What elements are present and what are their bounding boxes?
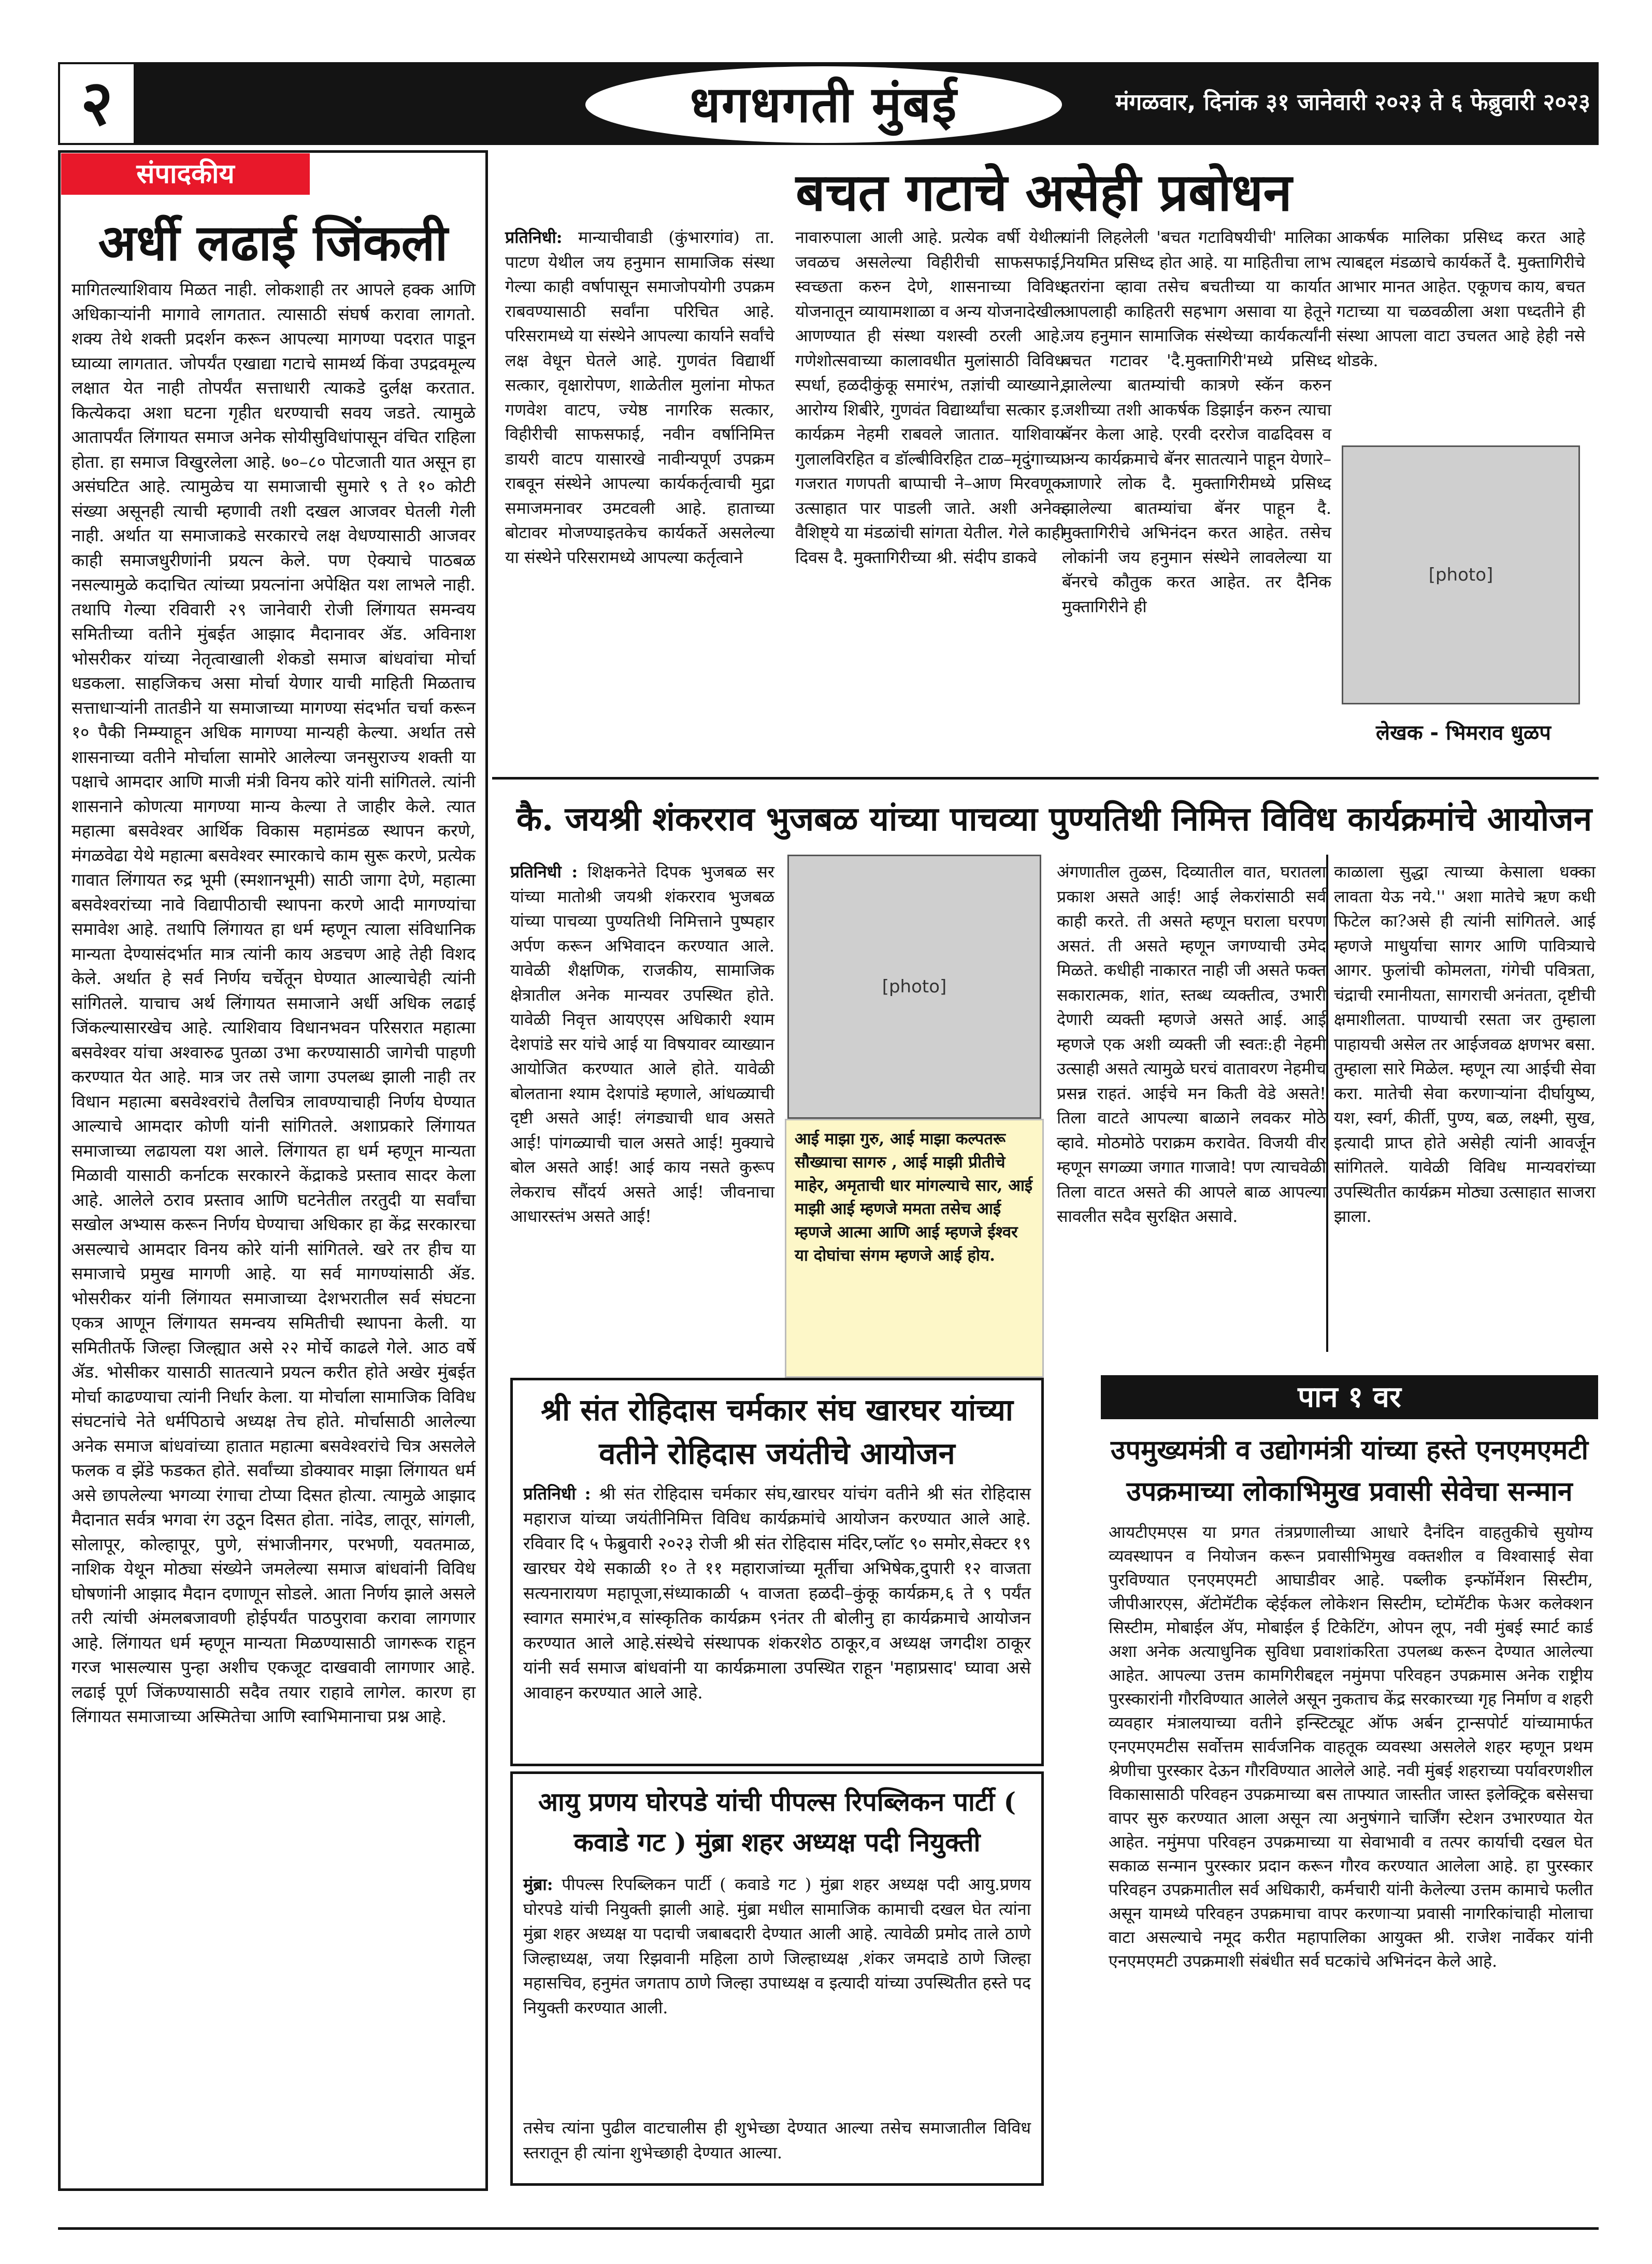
article-bachat-col1-text: मान्याचीवाडी (कुंभारगांव) ता. पाटण येथील जय हनुमान सामाजिक संस्था गेल्या काही वर्षापासून समाजोपयोगी उपक्रम राबवण्यासाठी सर्वांना परिचित आहे. परिसरामध्ये या संस्थेने आपल्या कार्याने सर्वांचे लक्ष वेधून घेतले आहे. गुणवंत विद्यार्थी सत्कार, वृक्षारोपण, शाळेतील मुलांना मोफत गणवेश वाटप, ज्येष्ठ नागरिक सत्कार, विहीरीची साफसफाई, नवीन वर्षानिमित्त डायरी वाटप यासारखे नावीन्यपूर्ण उपक्रम राबवून संस्थेने आपल्या कार्यकर्तृत्वाची मुद्रा समाजमनावर उमटवली आहे. हाताच्या बोटावर मोजण्याइतकेच कार्यकर्ते असलेल्या या संस्थेने परिसरामध्ये आपल्या कर्तृत्वाने [505, 227, 774, 567]
article-pprp-byline: मुंब्रा: [523, 1874, 553, 1894]
author-caption: लेखक - भिमराव धुळप [1375, 721, 1552, 745]
article-bhujbal-col1 [510, 860, 774, 1229]
article-bhujbal-col4: काळाला सुद्धा त्याच्या केसाला धक्का लावता येऊ नये.'' अशा मातेचे ऋण कधी फिटेल का?असे ही त्यांनी सांगितले. आई म्हणजे माधुर्याचा सागर आणि पावित्र्याचे आगर. फुलांची कोमलता, गंगेची पवित्रता, चंद्राची रमानीयता, सागराची अनंतता, दृष्टीची क्षमाशीलता. पाण्याची रसता जर तुम्हाला पाहायची असेल तर आईजवळ क्षणभर बसा. तुम्हाला सारे मिळेल. म्हणून त्या आईची सेवा करा. मातेची सेवा करणाऱ्यांना दीर्घायुष्य, यश, स्वर्ग, कीर्ती, पुण्य, बळ, लक्ष्मी, सुख, इत्यादी प्राप्त होते असेही त्यांनी आवर्जून सांगितले. यावेळी विविध मान्यवरांच्या उपस्थितीत कार्यक्रम मोठ्या उत्साहात साजरा झाला. [1334, 862, 1596, 1226]
article-nmmt-title: उपमुख्यमंत्री व उद्योगमंत्री यांच्या हस्ते एनएमएमटी उपक्रमाच्या लोकाभिमुख प्रवासी सेवेचा सन्मान [1111, 1434, 1588, 1507]
newspaper-logo: धगधगती मुंबई [585, 66, 1062, 143]
article-rohidas-body [523, 1481, 1031, 1705]
footer-rule [58, 2227, 1599, 2230]
article-pprp-body-text: पीपल्स रिपब्लिकन पार्टी ( कवाडे गट ) मुंब्रा शहर अध्यक्ष पदी आयु.प्रणय घोरपडे यांची नियुक्ती झाली आहे. मुंब्रा मधील सामाजिक कामाची दखल घेत त्यांना मुंब्रा शहर अध्यक्ष या पदाची जबाबदारी देण्यात आली आहे. त्यावेळी प्रमोद ताले ठाणे जिल्हाध्यक्ष, जया रिझवानी महिला ठाणे जिल्हाध्यक्ष ,शंकर जमदाडे ठाणे जिल्हा महासचिव, हनुमंत जगताप ठाणे जिल्हा उपाध्यक्ष व इत्यादी यांच्या उपस्थितीत हस्ते पद नियुक्ती करण्यात आली. [523, 1874, 1031, 2017]
column-rule [1326, 855, 1328, 1352]
article-bachat-col2: नावारुपाला आली आहे. प्रत्येक वर्षी येथील जवळच असलेल्या विहीरीची साफसफाई, स्वच्छता करुन देणे, शासनाच्या विविध योजनातून व्यायामशाळा व अन्य योजनादेखील आणण्यात ही संस्था यशस्वी ठरली आहे. गणेशोत्सवाच्या कालावधीत मुलांसाठी विविध स्पर्धा, हळदीकुंकू समारंभ, तज्ञांची व्याख्याने, आरोग्य शिबीरे, गुणवंत विद्यार्थ्यांचा सत्कार इ. कार्यक्रम नेहमी राबवले जातात. याशिवाय गुलालविरहित व डॉल्बीविरहित टाळ–मृदुंगाच्या गजरात गणपती बाप्पाची ने–आण मिरवणूक उत्साहात पार पाडली जाते. अशी अनेक वैशिष्ट्ये या मंडळांची सांगता येतील. गेले काही दिवस दै. मुक्तागिरीच्या श्री. संदीप डाकवे [795, 227, 1065, 567]
article-bachat-col3: यांनी लिहलेली 'बचत गटाविषयीची' मालिका नियमित प्रसिध्द होत आहे. या माहितीचा लाभ इतरांना व्हावा तसेच बचतीच्या या कार्यात आपलाही काहितरी सहभाग असावा या हेतूने जय हनुमान सामाजिक संस्थेच्या कार्यकर्त्यांनी बचत गटावर 'दै.मुक्तागिरी'मध्ये प्रसिध्द झालेल्या बातम्यांची कात्रणे स्कॅन करुन जशीच्या तशी आकर्षक डिझाईन करुन त्याचा बॅनर केला आहे. एरवी दररोज वाढदिवस व अन्य कार्यक्रमाचे बॅनर सातत्याने पाहून येणारे–जाणारे लोक दै. मुक्तागिरीमध्ये प्रसिध्द झालेल्या बातम्यांचा बॅनर पाहून दै. मुक्तागिरीचे अभिनंदन करत आहेत. तसेच लोकांनी जय हनुमान संस्थेने लावलेल्या या बॅनरचे कौतुक करत आहेत. तर दैनिक मुक्तागिरीने ही [1062, 227, 1331, 616]
article-rohidas-byline: प्रतिनिधी : [523, 1483, 591, 1504]
page-number: २ [58, 62, 136, 145]
mother-quote-box: आई माझा गुरु, आई माझा कल्पतरू सौख्याचा सागरु , आई माझी प्रीतीचे माहेर, अमृताची धार मांगल्याचे सार, आई माझी आई म्हणजे ममता तसेच आई म्हणजे आत्मा आणि आई म्हणजे ईश्वर या दोघांचा संगम म्हणजे आई होय. [785, 1119, 1044, 1378]
article-pprp-body [523, 1872, 1031, 2020]
page-one-continued-banner: पान १ वर [1101, 1375, 1598, 1419]
article-bhujbal-byline: प्रतिनिधी : [510, 862, 578, 882]
article-rohidas-body-text: श्री संत रोहिदास चर्मकार संघ,खारघर यांचंग वतीने श्री संत रोहिदास महाराज यांच्या जयंतीनिमित्त विविध कार्यक्रमांचे आयोजन करण्यात आले आहे. रविवार दि ५ फेब्रुवारी २०२३ रोजी श्री संत रोहिदास मंदिर,प्लॉट ९० समोर,सेक्टर १९ खारघर येथे सकाळी १० ते ११ महाराजांच्या मूर्तीचा अभिषेक,दुपारी १२ वाजता सत्यनारायण महापूजा,संध्याकाळी ५ वाजता हळदी–कुंकू कार्यक्रम,६ ते ९ पर्यंत स्वागत समारंभ,व सांस्कृतिक कार्यक्रम ९नंतर ती बोलीनु हा कार्यक्रमाचे आयोजन करण्यात आले आहे.संस्थेचे संस्थापक शंकरशेठ ठाकूर,व अध्यक्ष जगदीश ठाकूर यांनी सर्व समाज बांधवांनी या कार्यक्रमाला उपस्थित राहून 'महाप्रसाद' घ्यावा असे आवाहन करण्यात आले आहे. [523, 1483, 1031, 1703]
memorial-photo: [photo] [787, 855, 1041, 1119]
article-bachat-col4: आकर्षक मालिका प्रसिध्द करत आहे त्याबद्दल मंडळाचे कार्यकर्ते दै. मुक्तागिरीचे आभार मानत आहेत. एकूणच काय, बचत गटाच्या या चळवळीला अशा पध्दतीने ही संस्था आपला वाटा उचलत आहे हेही नसे थोडके. [1337, 227, 1585, 370]
article-pprp-body2: तसेच त्यांना पुढील वाटचालीस ही शुभेच्छा देण्यात आल्या तसेच समाजातील विविध स्तरातून ही त्यांना शुभेच्छाही देण्यात आल्या. [523, 2118, 1031, 2162]
editorial-title: अर्धी लढाई जिंकली [98, 213, 448, 272]
article-bhujbal-col1-text: शिक्षकनेते दिपक भुजबळ सर यांच्या मातोश्री जयश्री शंकरराव भुजबळ यांच्या पाचव्या पुण्यतिथी निमित्ताने पुष्पहार अर्पण करून अभिवादन करण्यात आले. यावेळी शैक्षणिक, राजकीय, सामाजिक क्षेत्रातील अनेक मान्यवर उपस्थित होते. यावेळी निवृत्त आयएएस अधिकारी श्याम देशपांडे सर यांचे आई या विषयावर व्याख्यान आयोजित करण्यात आले होते. यावेळी बोलताना श्याम देशपांडे म्हणाले, आंधळ्याची दृष्टी असते आई! लंगड्याची धाव असते आई! पांगळ्याची चाल असते आई! मुक्याचे बोल असते आई! आई काय नसते कुरूप लेकराच सौंदर्य असते आई! जीवनाचा आधारस्तंभ असते आई! [510, 862, 775, 1226]
article-bachat-byline: प्रतिनिधी: [505, 227, 563, 247]
article-pprp-title: आयु प्रणय घोरपडे यांची पीपल्स रिपब्लिकन पार्टी ( कवाडे गट ) मुंब्रा शहर अध्यक्ष पदी नियुक्ती [538, 1786, 1016, 1857]
editorial-tag: संपादकीय [61, 153, 310, 195]
article-bhujbal-title: कै. जयश्री शंकरराव भुजबळ यांच्या पाचव्या पुण्यतिथी निमित्त विविध कार्यक्रमांचे आयोजन [516, 800, 1592, 839]
article-bachat-title: बचत गटाचे असेही प्रबोधन [795, 162, 1292, 223]
editorial-body: मागितल्याशिवाय मिळत नाही. लोकशाही तर आपले हक्क आणि अधिकाऱ्यांनी मागावे लागतात. त्यासाठी संघर्ष करावा लागतो. शक्य तेथे शक्ती प्रदर्शन करून आपल्या मागण्या पदरात पाडून घ्याव्या लागतात. जोपर्यंत एखाद्या गटाचे सामर्थ्य किंवा उपद्रवमूल्य लक्षात येत नाही तोपर्यंत सत्ताधारी त्याकडे दुर्लक्ष करतात. कित्येकदा अशा घटना गृहीत धरण्याची सवय जडते. त्यामुळे आतापर्यंत लिंगायत समाज अनेक सोयीसुविधांपासून वंचित राहिला होता. हा समाज विखुरलेला आहे. ७०–८० पोटजाती यात असून हा असंघटित आहे. त्यामुळेच या समाजाची सुमारे ९ ते १० कोटी संख्या असूनही त्याची म्हणावी तशी दखल आजवर घेतली गेली नाही. अर्थात या समाजाकडे सरकारचे लक्ष वेधण्यासाठी आजवर काही समाजधुरीणांनी प्रयत्न केले. पण ऐक्याचे पाठबळ नसल्यामुळे कदाचित त्यांच्या प्रयत्नांना अपेक्षित यश लाभले नाही. तथापि गेल्या रविवारी २९ जानेवारी रोजी लिंगायत समन्वय समितीच्या वतीने मुंबईत आझाद मैदानावर ॲड. अविनाश भोसरीकर यांच्या नेतृत्वाखाली शेकडो समाज बांधवांचा मोर्चा धडकला. साहजिकच असा मोर्चा येणार याची माहिती मिळताच सत्ताधाऱ्यांनी तातडीने या समाजाच्या मागण्या संदर्भात चर्चा करून १० पैकी निम्म्याहून अधिक मागण्या मान्यही केल्या. अर्थात तसे शासनाच्या वतीने मोर्चाला सामोरे आलेल्या जनसुराज्य शक्ती या पक्षाचे आमदार आणि माजी मंत्री विनय कोरे यांनी सांगितले. त्यांनी शासनाने कोणत्या मागण्या मान्य केल्या ते जाहीर केले. त्यात महात्मा बसवेश्वर आर्थिक विकास महामंडळ स्थापन करणे, मंगळवेढा येथे महात्मा बसवेश्वर स्मारकाचे काम सुरू करणे, प्रत्येक गावात लिंगायत रुद्र भूमी (स्मशानभूमी) साठी जागा देणे, महात्मा बसवेश्वरांच्या नावे विद्यापीठाची स्थापना करणे आदी मागण्यांचा समावेश आहे. तथापि लिंगायत हा धर्म म्हणून त्याला संविधानिक मान्यता देण्यासंदर्भात मात्र त्यांनी काय अडचण आहे तेही विशद केले. अर्थात हे सर्व निर्णय चर्चेतून घेण्यात आल्याचेही त्यांनी सांगितले. याचाच अर्थ लिंगायत समाजाने अर्धी अधिक लढाई जिंकल्यासारखेच आहे. त्याशिवाय विधानभवन परिसरात महात्मा बसवेश्वर यांचा अश्वारुढ पुतळा उभा करण्यासाठी जागेची पाहणी करण्यात येत आहे. मात्र जर तसे जागा उपलब्ध झाली नाही तर विधान महात्मा बसवेश्वरांचे तैलचित्र लावण्याचाही निर्णय घेण्यात आल्याचे आमदार कोणी यांनी सांगितले. अशाप्रकारे लिंगायत समाजाच्या लढायला यश आले. लिंगायत हा धर्म म्हणून मान्यता मिळावी यासाठी कर्नाटक सरकारने केंद्राकडे प्रस्ताव सादर केला आहे. आलेले ठराव प्रस्ताव आणि घटनेतील तरतुदी या सर्वांचा सखोल अभ्यास करून निर्णय घेण्याचा अधिकार हा केंद्र सरकारचा असल्याचे आमदार विनय कोरे यांनी सांगितले. खरे तर हीच या समाजाचे प्रमुख मागणी आहे. या सर्व मागण्यांसाठी ॲड. भोसरीकर यांनी लिंगायत समाजाच्या देशभरातील सर्व संघटना एकत्र आणून लिंगायत समन्वय समितीची स्थापना केली. या समितीतर्फे जिल्हा जिल्ह्यात असे २२ मोर्चे काढले गेले. आठ वर्षे ॲड. भोसीकर यासाठी सातत्याने प्रयत्न करीत होते अखेर मुंबईत मोर्चा काढण्याचा त्यांनी निर्धार केला. या मोर्चाला सामाजिक विविध संघटनांचे नेते धर्मपिठाचे अध्यक्ष तेच होते. मोर्चासाठी आलेल्या अनेक समाज बांधवांच्या हातात महात्मा बसवेश्वरांचे चित्र असलेले फलक व झेंडे फडकत होते. सर्वांच्या डोक्यावर माझा लिंगायत धर्म असे छापलेल्या भगव्या रंगाचा टोप्या दिसत होत्या. त्यामुळे आझाद मैदानात सर्वत्र भगवा रंग उठून दिसत होता. नांदेड, लातूर, सांगली, सोलापूर, कोल्हापूर, पुणे, संभाजीनगर, परभणी, यवतमाळ, नाशिक येथून मोठ्या संख्येने जमलेल्या समाज बांधवांनी विविध घोषणांनी आझाद मैदान दणाणून सोडले. आता निर्णय झाले असले तरी त्यांची अंमलबजावणी होईपर्यंत पाठपुरावा करावा लागणार आहे. लिंगायत धर्म म्हणून मान्यता मिळण्यासाठी जागरूक राहून गरज भासल्यास पुन्हा अशीच एकजूट दाखवावी लागणार आहे. लढाई पूर्ण जिंकण्यासाठी सदैव तयार राहावे लागेल. कारण हा लिंगायत समाजाच्या अस्मितेचा आणि स्वाभिमानाचा प्रश्न आहे. [71, 279, 476, 1726]
issue-date: मंगळवार, दिनांक ३१ जानेवारी २०२३ ते ६ फेब्रुवारी २०२३ [1115, 89, 1590, 116]
article-bachat-col1 [505, 225, 774, 570]
article-nmmt-body: आयटीएमएस या प्रगत तंत्रप्रणालीच्या आधारे दैनंदिन वाहतुकीचे सुयोग्य व्यवस्थापन व नियोजन करून प्रवासीभिमुख वक्तशील व विश्वासाई सेवा पुरविण्यात एनएमएमटी आघाडीवर आहे. पब्लीक इन्फॉर्मेशन सिस्टीम, जीपीआरएस, ॲटोमॅटीक व्हेईकल लोकेशन सिस्टीम, घ्टोमॅटीक फेअर कलेक्शन सिस्टीम, मोबाईल ॲप, मोबाईल ई टिकेटिंग, ओपन लूप, नवी मुंबई स्मार्ट कार्ड अशा अनेक अत्याधुनिक सुविधा प्रवाशांकरिता उपलब्ध करून देण्यात आलेल्या आहेत. आपल्या उत्तम कामगिरीबद्दल नमुंमपा परिवहन उपक्रमास अनेक राष्ट्रीय पुरस्कारांनी गौरविण्यात आलेले असून नुकताच केंद्र सरकारच्या गृह निर्माण व शहरी व्यवहार मंत्रालयाच्या वतीने इन्स्टिट्यूट ऑफ अर्बन ट्रान्सपोर्ट यांच्यामार्फत एनएमएमटीस सर्वोत्तम सार्वजनिक वाहतूक व्यवस्था असलेले शहर म्हणून प्रथम श्रेणीचा पुरस्कार देऊन गौरविण्यात आलेले आहे. नवी मुंबई शहराच्या पर्यावरणशील विकासासाठी परिवहन उपक्रमाच्या बस ताफ्यात जास्तीत जास्त इलेक्ट्रिक बसेसचा वापर सुरु करण्यात आला असून त्या अनुषंगाने चार्जिंग स्टेशन उभारण्यात येत आहेत. नमुंमपा परिवहन उपक्रमाच्या या सेवाभावी व तत्पर कार्याची दखल घेत सकाळ सन्मान पुरस्कार प्रदान करून गौरव करण्यात आलेला आहे. हा पुरस्कार परिवहन उपक्रमातील सर्व अधिकारी, कर्मचारी यांनी केलेल्या उत्तम कामाचे फलीत असून यामध्ये परिवहन उपक्रमाचा वापर करणाऱ्या प्रवासी नागरिकांचाही मोलाचा वाटा असल्याचे नमूद करीत महापालिका आयुक्त श्री. राजेश नार्वेकर यांनी एनएमएमटी उपक्रमाशी संबंधीत सर्व घटकांचे अभिनंदन केले आहे. [1109, 1522, 1593, 1971]
section-divider [492, 777, 1599, 780]
article-bhujbal-col3: अंगणातील तुळस, दिव्यातील वात, घरातला प्रकाश असते आई! आई लेकरांसाठी सर्व काही करते. ती असते म्हणून घराला घरपण असतं. ती असते म्हणून जगण्याची उमेद मिळते. कधीही नाकारत नाही जी असते फक्त सकारात्मक, शांत, स्तब्ध व्यक्तीत्व, उभारी देणारी व्यक्ती म्हणजे असते आई. आई म्हणजे एक अशी व्यक्ती जी स्वतः:ही नेहमी उत्साही असते त्यामुळे घरचं वातावरण नेहमीच प्रसन्न राहतं. आईचे मन किती वेडे असते! तिला वाटते आपल्या बाळाने लवकर मोठे व्हावे. मोठमोठे पराक्रम करावेत. विजयी वीर म्हणून सगळ्या जगात गाजावे! पण त्याचवेळी तिला वाटत असते की आपले बाळ आपल्या सावलीत सदैव सुरक्षित असावे. [1057, 862, 1326, 1226]
article-rohidas-title: श्री संत रोहिदास चर्मकार संघ खारघर यांच्या वतीने रोहिदास जयंतीचे आयोजन [541, 1392, 1013, 1471]
author-photo: [photo] [1342, 445, 1580, 704]
